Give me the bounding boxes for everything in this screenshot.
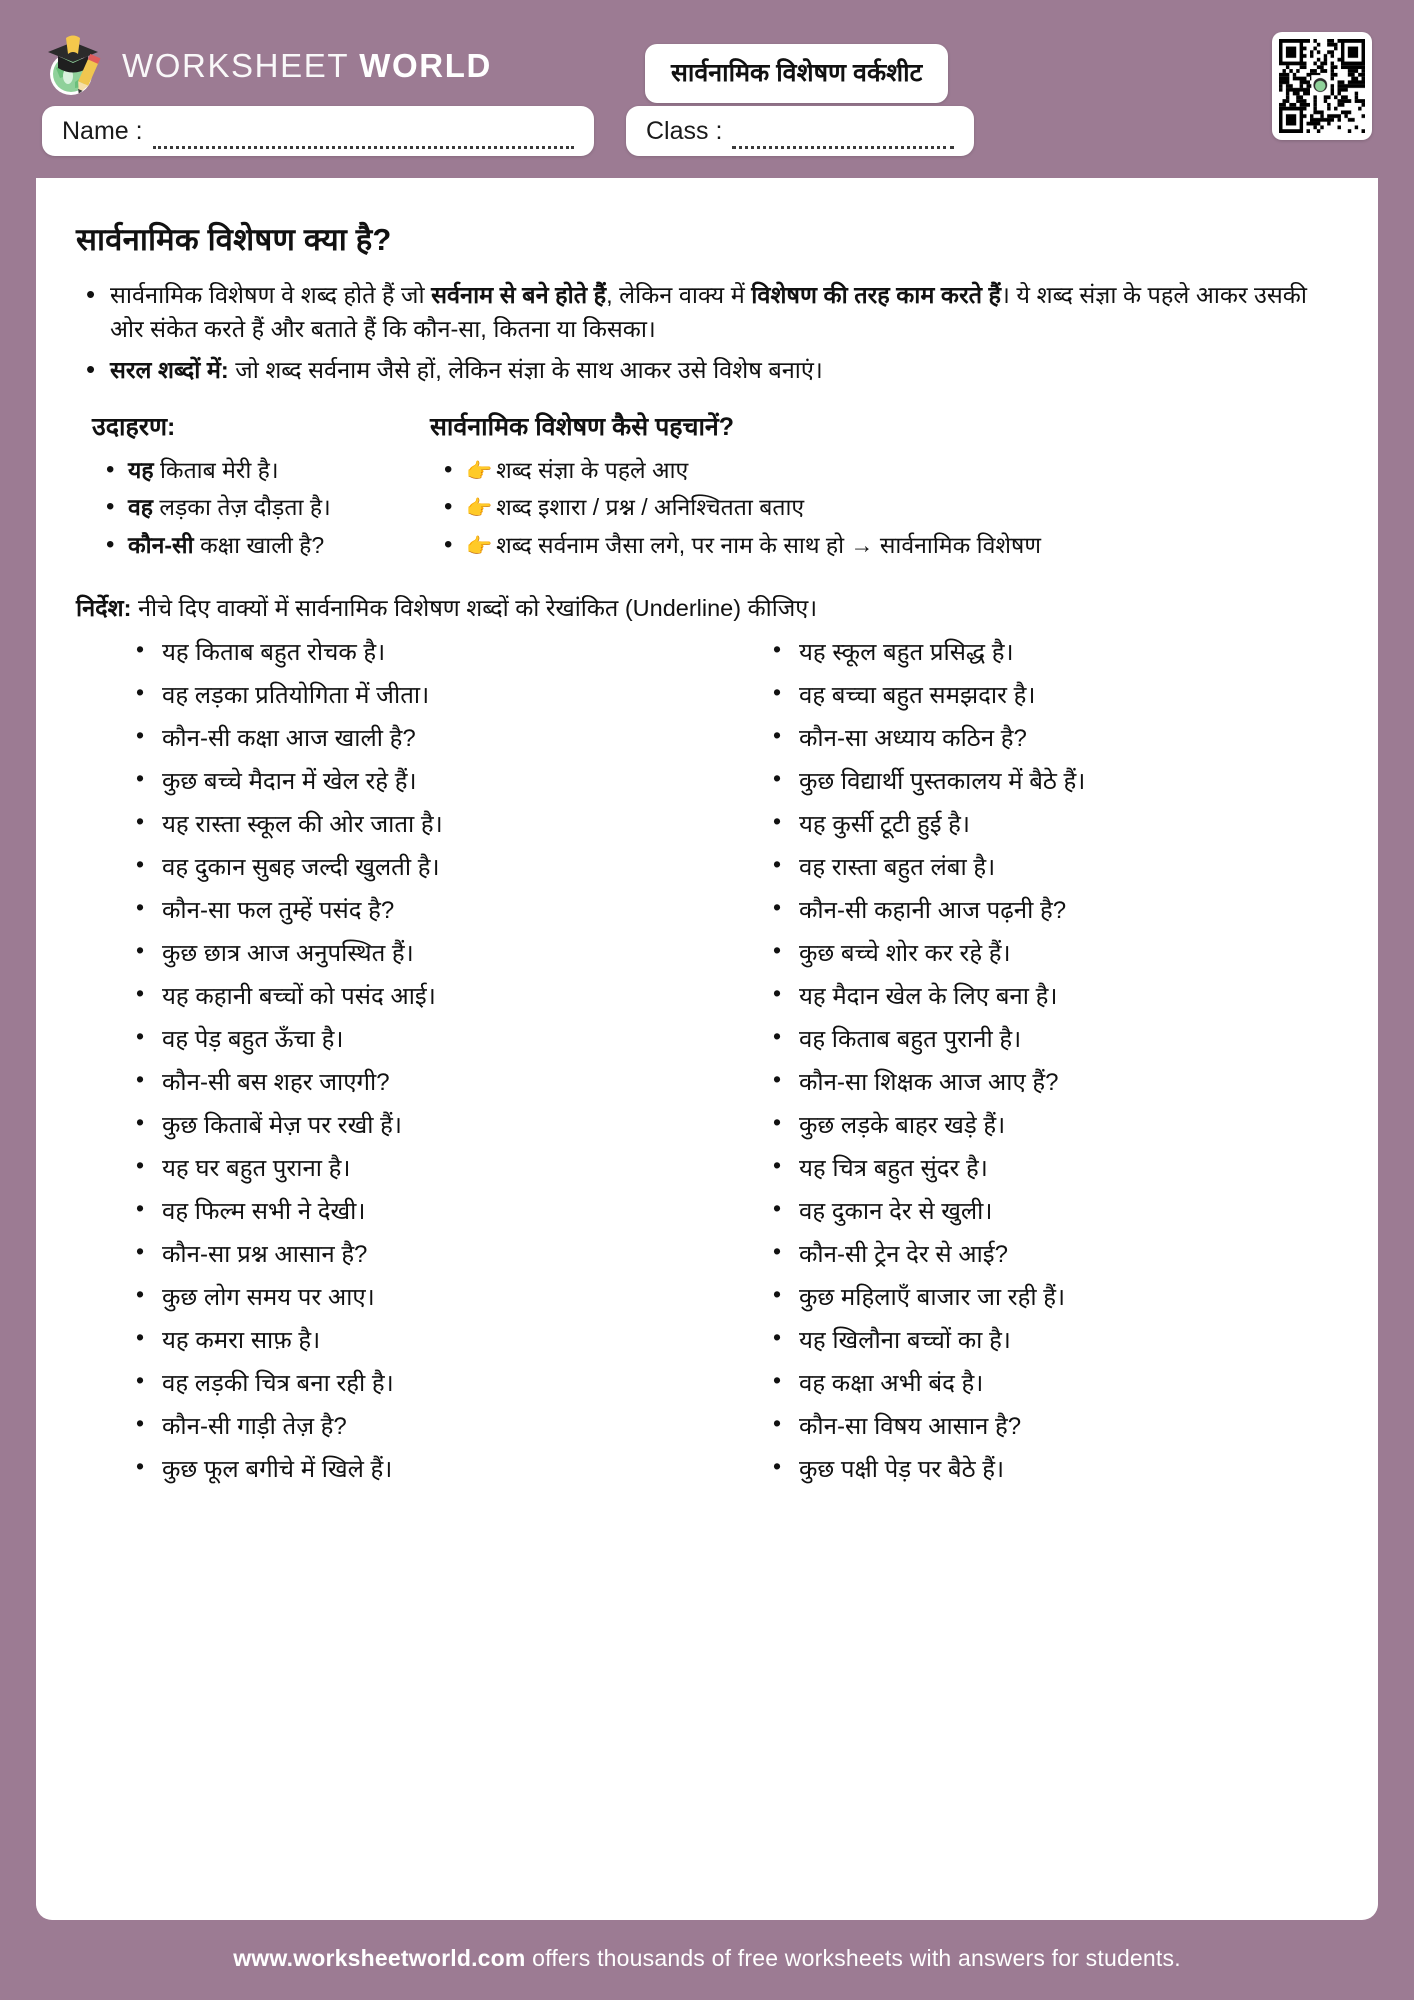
exercise-left-column — [70, 638, 707, 1501]
directions-text: नीचे दिए वाक्यों में सार्वनामिक विशेषण शब्दों को रेखांकित (Underline) कीजिए। — [131, 594, 818, 621]
exercise-sentence[interactable]: • कुछ लड़के बाहर खड़े हैं। — [765, 1114, 1344, 1157]
exercise-sentence[interactable]: • वह पेड़ बहुत ऊँचा है। — [128, 1028, 707, 1071]
example-item — [92, 452, 422, 489]
worksheet-title-badge: सार्वनामिक विशेषण वर्कशीट — [645, 44, 948, 103]
intro-item — [70, 278, 1344, 346]
exercise-sentence[interactable]: • कौन-सी कहानी आज पढ़नी है? — [765, 899, 1344, 942]
class-field-label: Class : — [646, 116, 723, 145]
intro-bold-run: सर्वनाम से बने होते हैं — [431, 282, 607, 308]
exercise-sentence[interactable]: • कुछ किताबें मेज़ पर रखी हैं। — [128, 1114, 707, 1157]
exercise-sentence[interactable]: • कुछ फूल बगीचे में खिले हैं। — [128, 1458, 707, 1501]
exercise-sentence[interactable]: • यह स्कूल बहुत प्रसिद्ध है। — [765, 641, 1344, 684]
example-keyword: यह — [128, 457, 154, 484]
lesson-intro-list — [70, 278, 1344, 387]
graduation-cap-globe-pencil-logo — [42, 32, 104, 100]
footer-site[interactable]: www.worksheetworld.com — [233, 1945, 526, 1971]
example-keyword: कौन-सी — [128, 531, 194, 558]
exercise-sentence[interactable]: • वह दुकान सुबह जल्दी खुलती है। — [128, 856, 707, 899]
exercise-sentence[interactable]: • कौन-सी कक्षा आज खाली है? — [128, 727, 707, 770]
exercise-sentence[interactable]: • वह रास्ता बहुत लंबा है। — [765, 856, 1344, 899]
worksheet-paper — [36, 178, 1378, 1920]
exercise-sentence[interactable]: • कौन-सा प्रश्न आसान है? — [128, 1243, 707, 1286]
exercise-sentence[interactable]: • कौन-सा फल तुम्हें पसंद है? — [128, 899, 707, 942]
exercise-right-column — [707, 638, 1344, 1501]
exercise-sentence[interactable]: • वह किताब बहुत पुरानी है। — [765, 1028, 1344, 1071]
torn-paper-edge — [36, 177, 1378, 203]
exercise-sentence[interactable]: • कुछ विद्यार्थी पुस्तकालय में बैठे हैं। — [765, 770, 1344, 813]
exercise-area — [70, 638, 1344, 1501]
class-field-input[interactable] — [732, 129, 954, 149]
exercise-sentence[interactable]: • वह बच्चा बहुत समझदार है। — [765, 684, 1344, 727]
name-field-input[interactable] — [153, 129, 574, 149]
intro-bold-run: सरल शब्दों में: — [110, 357, 229, 384]
exercise-sentence[interactable]: • यह खिलौना बच्चों का है। — [765, 1329, 1344, 1372]
brand-logo[interactable] — [42, 32, 492, 100]
page-title: सार्वनामिक विशेषण क्या है? — [76, 222, 392, 257]
identify-list — [430, 452, 1344, 564]
intro-bold-run: विशेषण की तरह काम करते हैं — [751, 282, 1001, 308]
exercise-sentence[interactable]: • वह कक्षा अभी बंद है। — [765, 1372, 1344, 1415]
examples-block — [70, 409, 422, 564]
brand-name — [122, 47, 492, 85]
exercise-sentence[interactable]: • कौन-सा शिक्षक आज आए हैं? — [765, 1071, 1344, 1114]
identify-heading: सार्वनामिक विशेषण कैसे पहचानें? — [430, 413, 735, 442]
exercise-sentence[interactable]: • यह रास्ता स्कूल की ओर जाता है। — [128, 813, 707, 856]
identify-text: शब्द इशारा / प्रश्न / अनिश्चितता बताए — [496, 494, 805, 521]
exercise-sentence[interactable]: • यह कुर्सी टूटी हुई है। — [765, 813, 1344, 856]
exercise-sentence[interactable]: • यह मैदान खेल के लिए बना है। — [765, 985, 1344, 1028]
qr-code-canvas — [1279, 39, 1365, 133]
exercise-sentence[interactable]: • कौन-सी ट्रेन देर से आई? — [765, 1243, 1344, 1286]
name-field[interactable] — [42, 106, 594, 156]
identify-block — [422, 409, 1344, 564]
exercise-sentence[interactable]: • कुछ बच्चे शोर कर रहे हैं। — [765, 942, 1344, 985]
example-text: किताब मेरी है। — [153, 457, 279, 484]
intro-rich-1 — [110, 357, 823, 383]
exercise-sentence[interactable]: • कुछ छात्र आज अनुपस्थित हैं। — [128, 942, 707, 985]
exercise-sentence[interactable]: • यह किताब बहुत रोचक है। — [128, 641, 707, 684]
intro-text-run: सार्वनामिक विशेषण वे शब्द होते हैं जो — [110, 282, 432, 308]
exercise-sentence[interactable]: • कुछ महिलाएँ बाजार जा रही हैं। — [765, 1286, 1344, 1329]
exercise-sentence[interactable]: • कौन-सी बस शहर जाएगी? — [128, 1071, 707, 1114]
name-field-label: Name : — [62, 116, 143, 145]
exercise-sentence[interactable]: • यह कहानी बच्चों को पसंद आई। — [128, 985, 707, 1028]
brand-name-light: WORKSHEET — [122, 47, 349, 84]
intro-rich-0 — [110, 282, 1307, 342]
exercise-sentence[interactable]: • कुछ पक्षी पेड़ पर बैठे हैं। — [765, 1458, 1344, 1501]
example-item — [92, 527, 422, 564]
exercise-sentence[interactable]: • वह फिल्म सभी ने देखी। — [128, 1200, 707, 1243]
exercise-sentence[interactable]: • कौन-सी गाड़ी तेज़ है? — [128, 1415, 707, 1458]
brand-name-bold: WORLD — [359, 47, 492, 84]
exercise-sentence[interactable]: • यह चित्र बहुत सुंदर है। — [765, 1157, 1344, 1200]
intro-text-run: जो शब्द सर्वनाम जैसे हों, लेकिन संज्ञा के साथ आकर उसे विशेष बनाएं। — [228, 357, 823, 384]
identify-item — [430, 489, 1344, 526]
identify-text: शब्द सर्वनाम जैसा लगे, पर नाम के साथ हो → सार्वनामिक विशेषण — [496, 531, 1041, 558]
footer-tagline: offers thousands of free worksheets with answers for students. — [525, 1945, 1181, 1971]
intro-item — [70, 353, 1344, 387]
exercise-sentence[interactable]: • वह लड़की चित्र बना रही है। — [128, 1372, 707, 1415]
page-footer — [0, 1945, 1414, 1972]
class-field[interactable] — [626, 106, 974, 156]
examples-list — [92, 452, 422, 564]
intro-text-run: , लेकिन वाक्य में — [606, 282, 752, 308]
qr-code[interactable] — [1272, 32, 1372, 140]
exercise-sentence[interactable]: • वह दुकान देर से खुली। — [765, 1200, 1344, 1243]
exercise-sentence[interactable]: • कुछ लोग समय पर आए। — [128, 1286, 707, 1329]
exercise-sentence[interactable]: • यह घर बहुत पुराना है। — [128, 1157, 707, 1200]
example-text: लड़का तेज़ दौड़ता है। — [153, 494, 331, 521]
examples-heading: उदाहरण: — [92, 413, 176, 442]
exercise-sentence[interactable]: • कौन-सा अध्याय कठिन है? — [765, 727, 1344, 770]
student-info-fields — [42, 106, 974, 156]
exercise-sentence[interactable]: • वह लड़का प्रतियोगिता में जीता। — [128, 684, 707, 727]
directions-label: निर्देश: — [76, 594, 132, 621]
identify-text: शब्द संज्ञा के पहले आए — [496, 457, 689, 484]
directions — [76, 592, 1344, 625]
identify-item — [430, 452, 1344, 489]
example-item — [92, 489, 422, 526]
example-keyword: वह — [128, 494, 154, 521]
pointing-hand-icon: 👉 — [466, 497, 493, 521]
pointing-hand-icon: 👉 — [466, 534, 493, 558]
exercise-sentence[interactable]: • यह कमरा साफ़ है। — [128, 1329, 707, 1372]
page-header — [0, 0, 1414, 190]
exercise-sentence[interactable]: • कौन-सा विषय आसान है? — [765, 1415, 1344, 1458]
pointing-hand-icon: 👉 — [466, 460, 493, 484]
intro-text-run: । ये शब्द संज्ञा के पहले आकर उसकी ओर संकेत करते हैं और बताते हैं कि कौन-सा, कितना या किसका। — [110, 282, 1307, 343]
exercise-sentence[interactable]: • कुछ बच्चे मैदान में खेल रहे हैं। — [128, 770, 707, 813]
identify-item — [430, 527, 1344, 564]
example-text: कक्षा खाली है? — [193, 531, 325, 558]
lesson-info-row — [70, 409, 1344, 564]
